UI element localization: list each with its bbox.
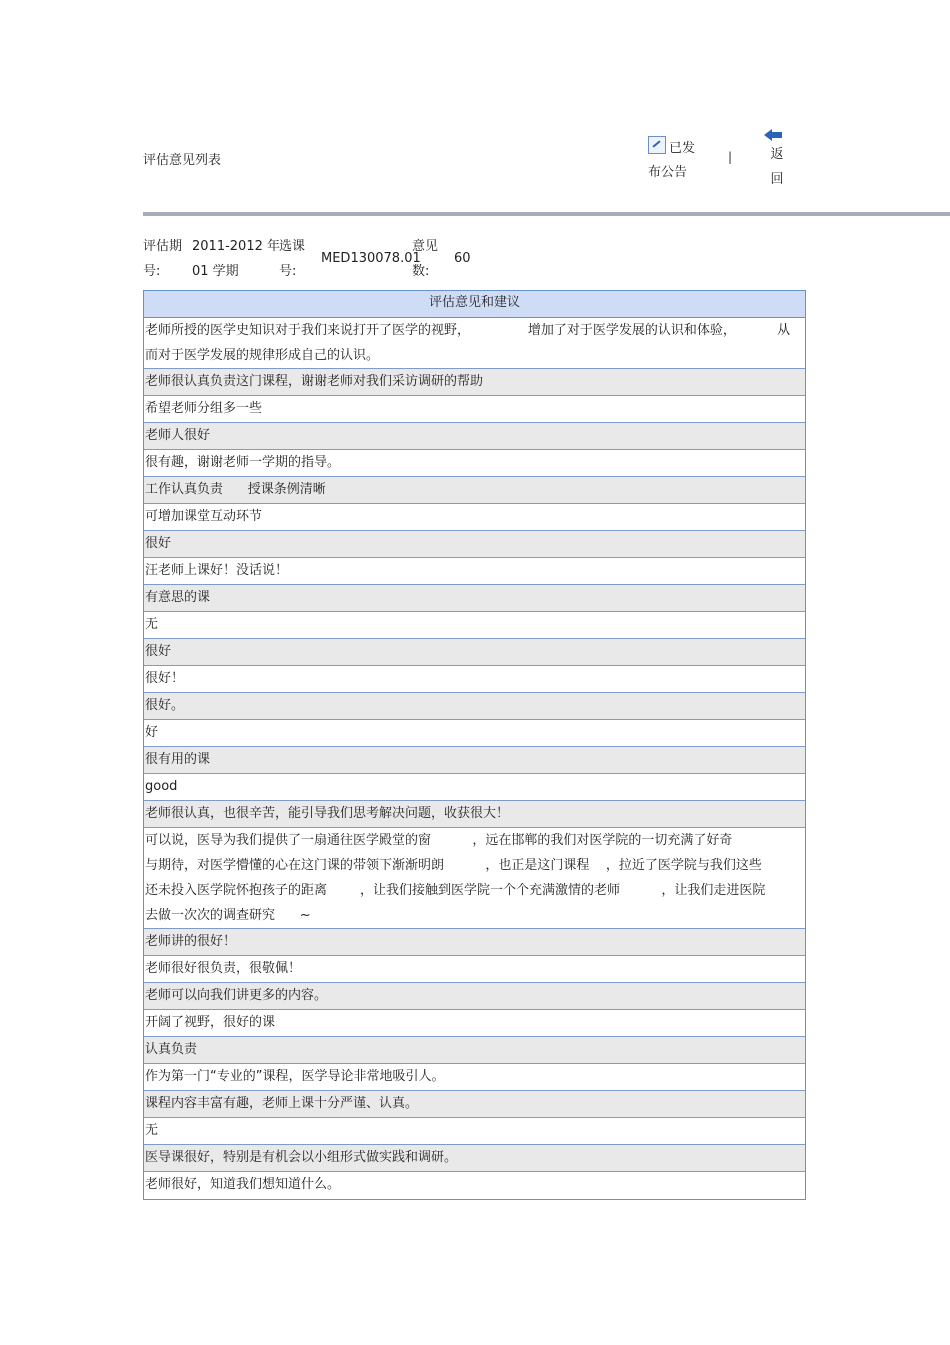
published-announcements-button[interactable] xyxy=(648,136,706,185)
comment-text: 老师很认真，也很辛苦，能引导我们思考解决问题，收获很大！ xyxy=(145,806,510,821)
table-row xyxy=(144,1037,805,1064)
comment-text: 去做一次次的调查研究 ~ xyxy=(145,908,311,923)
comment-text: 老师人很好 xyxy=(145,428,211,443)
comment-text: 老师很认真负责这门课程，谢谢老师对我们采访调研的帮助 xyxy=(145,374,484,389)
comment-text: 可增加课堂互动环节 xyxy=(145,509,263,524)
table-row xyxy=(144,929,805,956)
table-row xyxy=(144,1145,805,1172)
table-row xyxy=(144,774,805,801)
comments-table xyxy=(143,290,806,1200)
period-label: 评估期 号: xyxy=(143,239,183,279)
table-row xyxy=(144,477,805,504)
table-row xyxy=(144,318,805,369)
comment-text: 老师讲的很好！ xyxy=(145,934,237,949)
table-row xyxy=(144,504,805,531)
table-row xyxy=(144,423,805,450)
comment-text: 很好。 xyxy=(145,698,185,713)
comment-text: 好 xyxy=(145,725,159,740)
comment-text: 作为第一门“专业的”课程，医学导论非常地吸引人。 xyxy=(145,1069,445,1084)
count-value: 60 xyxy=(454,251,471,266)
back-label-2: 回 xyxy=(770,172,784,187)
table-row xyxy=(144,666,805,693)
table-row xyxy=(144,1010,805,1037)
table-row xyxy=(144,693,805,720)
table-row xyxy=(144,369,805,396)
table-row xyxy=(144,396,805,423)
comment-text: 开阔了视野，很好的课 xyxy=(145,1015,276,1030)
table-row xyxy=(144,983,805,1010)
table-body xyxy=(144,318,805,1199)
comment-text: 老师所授的医学史知识对于我们来说打开了医学的视野， 增加了对于医学发展的认识和体验， 从 xyxy=(145,323,791,338)
comment-text: 老师很好，知道我们想知道什么。 xyxy=(145,1177,341,1192)
comment-text: 无 xyxy=(145,617,159,632)
table-row xyxy=(144,612,805,639)
header-divider xyxy=(143,212,950,216)
comment-text: 汪老师上课好！没话说！ xyxy=(145,563,289,578)
comment-text: 无 xyxy=(145,1123,159,1138)
edit-icon xyxy=(648,136,666,154)
table-row xyxy=(144,558,805,585)
back-label-1: 返 xyxy=(770,147,784,162)
comment-text: 很好 xyxy=(145,536,172,551)
back-button[interactable] xyxy=(764,126,790,192)
publish-label-1: 已发 xyxy=(669,141,696,156)
table-row xyxy=(144,639,805,666)
comment-text: 还未投入医学院怀抱孩子的距离 ，让我们接触到医学院一个个充满激情的老师 ，让我们走进医院 xyxy=(145,883,766,898)
course-value: MED130078.01 xyxy=(321,251,421,266)
table-row xyxy=(144,828,805,929)
comment-text: 可以说，医导为我们提供了一扇通往医学殿堂的窗 ，远在邯郸的我们对医学院的一切充满了好奇 xyxy=(145,833,733,848)
table-row xyxy=(144,450,805,477)
comment-text: 认真负责 xyxy=(145,1042,198,1057)
comment-text: 很好 xyxy=(145,644,172,659)
comment-text: 有意思的课 xyxy=(145,590,211,605)
table-row xyxy=(144,585,805,612)
comment-text: 医导课很好，特别是有机会以小组形式做实践和调研。 xyxy=(145,1150,458,1165)
publish-label-2: 布公告 xyxy=(648,165,688,180)
table-row xyxy=(144,956,805,983)
table-row xyxy=(144,801,805,828)
page-title: 评估意见列表 xyxy=(143,153,222,168)
table-row xyxy=(144,531,805,558)
comment-text: 很好！ xyxy=(145,671,185,686)
table-row xyxy=(144,720,805,747)
comment-text: good xyxy=(145,779,178,794)
comment-text: 希望老师分组多一些 xyxy=(145,401,263,416)
comment-text: 与期待，对医学懵懂的心在这门课的带领下渐渐明朗 ，也正是这门课程 ，拉近了医学院与我们这些 xyxy=(145,858,762,873)
comment-text: 而对于医学发展的规律形成自己的认识。 xyxy=(145,348,380,363)
table-row xyxy=(144,1118,805,1145)
back-arrow-icon xyxy=(764,126,784,142)
comment-text: 课程内容丰富有趣，老师上课十分严谨、认真。 xyxy=(145,1096,419,1111)
table-header: 评估意见和建议 xyxy=(144,291,805,318)
separator: | xyxy=(728,150,733,164)
period-value: 2011-2012 年 01 学期 xyxy=(192,239,280,279)
course-label: 选课 号: xyxy=(279,239,306,279)
comment-text: 工作认真负责 授课条例清晰 xyxy=(145,482,326,497)
comment-text: 老师可以向我们讲更多的内容。 xyxy=(145,988,328,1003)
count-label: 意见 数: xyxy=(412,239,439,279)
table-row xyxy=(144,747,805,774)
table-row xyxy=(144,1091,805,1118)
comment-text: 很有趣，谢谢老师一学期的指导。 xyxy=(145,455,341,470)
table-row xyxy=(144,1064,805,1091)
table-row xyxy=(144,1172,805,1199)
comment-text: 老师很好很负责，很敬佩！ xyxy=(145,961,302,976)
comment-text: 很有用的课 xyxy=(145,752,211,767)
